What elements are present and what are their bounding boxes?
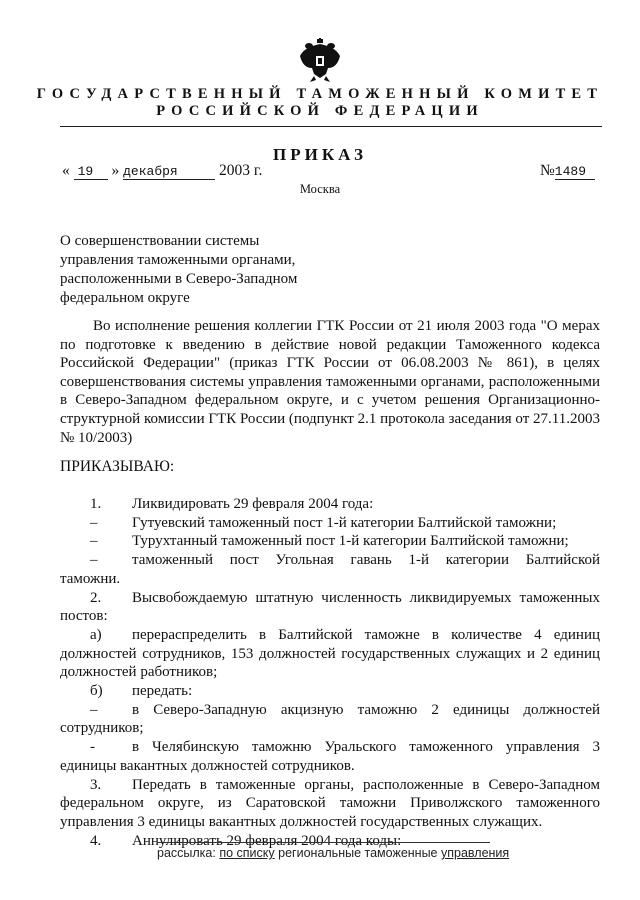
item-text: Передать в таможенные органы, расположенные в Северо-Западном <box>132 776 600 793</box>
item-2b <box>60 682 600 701</box>
city: Москва <box>299 182 341 196</box>
item-text: в Челябинскую таможню Уральского таможенного управления 3 <box>132 739 600 756</box>
order-number <box>540 162 595 180</box>
item-1 <box>60 495 600 514</box>
item-text: Высвобождаемую штатную численность ликвидируемых таможенных <box>132 589 600 606</box>
date-month: декабря <box>123 164 215 180</box>
date-close-quote: » <box>111 162 120 179</box>
organization-name-line2: РОССИЙСКОЙ ФЕДЕРАЦИИ <box>156 103 484 119</box>
order-items <box>60 495 600 850</box>
item-2a <box>60 626 600 645</box>
distribution-note <box>157 846 509 860</box>
date-year: 2003 г. <box>219 162 263 179</box>
item-2a-cont: должностей сотрудников, 153 должностей государственных служащих и 2 единиц должностей работников; <box>60 645 600 681</box>
item-text: таможенный пост Угольная гавань 1-й категории Балтийской <box>132 552 600 569</box>
state-emblem-icon <box>298 38 342 84</box>
order-directive-heading: ПРИКАЗЫВАЮ: <box>60 458 175 475</box>
item-marker: 2. <box>90 589 102 606</box>
header-divider <box>60 126 602 127</box>
item-1-sub-3-cont: таможни. <box>60 570 121 587</box>
dash-marker: - <box>90 739 95 756</box>
item-text: Аннулировать 29 февраля 2004 года коды: <box>132 832 402 849</box>
dash-marker: – <box>90 533 98 550</box>
number-value: 1489 <box>555 164 595 180</box>
dash-marker: – <box>90 701 98 718</box>
item-2b-sub-2-cont: единицы вакантных должностей сотрудников. <box>60 757 355 774</box>
distribution-label: рассылка: <box>157 846 216 860</box>
date-open-quote: « <box>62 162 70 179</box>
dash-marker: – <box>90 552 98 569</box>
item-1-sub-3 <box>60 551 600 570</box>
item-text: Гутуевский таможенный пост 1-й категории Балтийской таможни; <box>132 514 557 531</box>
item-1-sub-2 <box>60 532 600 551</box>
date-day: 19 <box>74 164 108 180</box>
item-marker: 1. <box>90 496 102 512</box>
distribution-list-link: по списку <box>219 846 275 860</box>
preamble-paragraph: Во исполнение решения коллегии ГТК России от 21 июля 2003 года "О мерах по подготовке к введению в действие новой редакции Таможенного кодекса Российской Федерации" (приказ ГТК России от 06.08.2003 № 861), в целях совершенствования системы управления таможенными органами, расположенными в Северо-Западном федеральном округе, и с учетом решения Организационно-структурной комиссии ГТК России (подпункт 2.1 протокола заседания от 27.11.2003 № 10/2003) <box>60 318 600 446</box>
item-marker: 3. <box>90 776 102 793</box>
item-text: передать: <box>132 683 193 700</box>
order-date <box>62 162 262 180</box>
item-text: перераспределить в Балтийской таможне в количестве 4 единиц <box>132 626 600 643</box>
item-2b-sub-1-cont: сотрудников; <box>60 720 144 737</box>
document-title: ПРИКАЗ <box>273 145 367 164</box>
item-1-sub-1 <box>60 514 600 533</box>
item-2b-sub-1 <box>60 701 600 720</box>
item-marker: 4. <box>90 832 102 849</box>
item-2 <box>60 589 600 608</box>
item-marker: а) <box>90 626 102 643</box>
organization-name-line1: ГОСУДАРСТВЕННЫЙ ТАМОЖЕННЫЙ КОМИТЕТ <box>36 86 604 102</box>
number-label: № <box>540 162 555 179</box>
item-marker: б) <box>90 683 103 700</box>
item-2b-sub-2 <box>60 738 600 757</box>
distribution-departments-link: управления <box>441 846 510 860</box>
item-text: в Северо-Западную акцизную таможню 2 единицы должностей <box>132 701 600 718</box>
dash-marker: – <box>90 514 98 531</box>
order-subject: О совершенствовании системы управления таможенными органами, расположенными в Северо-Западном федеральном округе <box>60 233 298 306</box>
item-2-cont: постов: <box>60 608 108 625</box>
footer-divider <box>157 842 490 843</box>
item-3-cont: федеральном округе, из Саратовской таможни Приволжского таможенного управления 3 единицы вакантных должностей государственных служащих. <box>60 795 600 830</box>
distribution-middle: региональные таможенные <box>278 846 438 860</box>
item-3 <box>60 776 600 795</box>
item-text: Турухтанный таможенный пост 1-й категории Балтийской таможни; <box>132 533 569 550</box>
item-text: Ликвидировать 29 февраля 2004 года: <box>132 496 374 512</box>
